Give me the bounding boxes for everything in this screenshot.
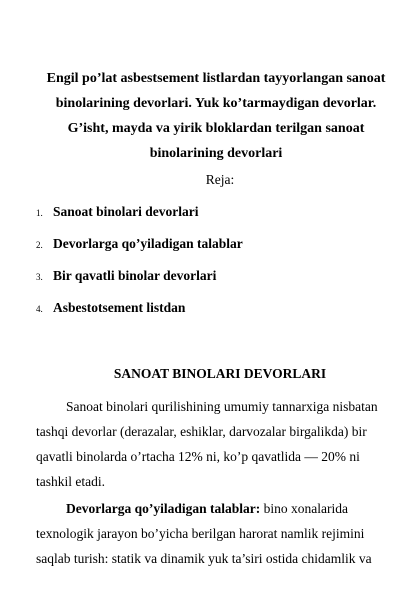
plan-label: Reja: — [205, 172, 235, 187]
plan-item-text: Devorlarga qo’yiladigan talablar — [53, 236, 243, 251]
document-title: Engil po’lat asbestsement listlardan tayyorlangan sanoat binolarining devorlari. Yuk ko’tarmaydigan devorlar. G’isht, mayda va yirik bloklardan terilgan sanoat binolarining devorlari — [46, 71, 386, 161]
plan-item-number: 1. — [36, 208, 43, 218]
paragraph-text: bino xonalarida texnologik jarayon bo’yicha berilgan harorat namlik rejimini saqlab turish: statik va dinamik yuk ta’siri ostida chidamlik va — [36, 501, 372, 566]
paragraph-lead: Devorlarga qo’yiladigan talablar: — [66, 501, 261, 516]
plan-item-text: Bir qavatli binolar devorlari — [53, 268, 217, 283]
plan-item-text: Sanoat binolari devorlari — [53, 204, 199, 219]
body-paragraph: Sanoat binolari qurilishining umumiy tannarxiga nisbatan tashqi devorlar (derazalar, eshiklar, darvozalar birgalikda) bir qavatli binolarda o’rtacha 12% ni, ko’p qavatlida — 20% ni tashkil etadi. — [36, 399, 378, 489]
section-heading: SANOAT BINOLARI DEVORLARI — [113, 366, 327, 381]
body-paragraph — [36, 496, 392, 571]
plan-item-number: 3. — [36, 272, 43, 282]
plan-item-number: 4. — [36, 304, 43, 314]
plan-item-text: Asbestotsement listdan — [53, 300, 186, 315]
plan-item-number: 2. — [36, 240, 43, 250]
